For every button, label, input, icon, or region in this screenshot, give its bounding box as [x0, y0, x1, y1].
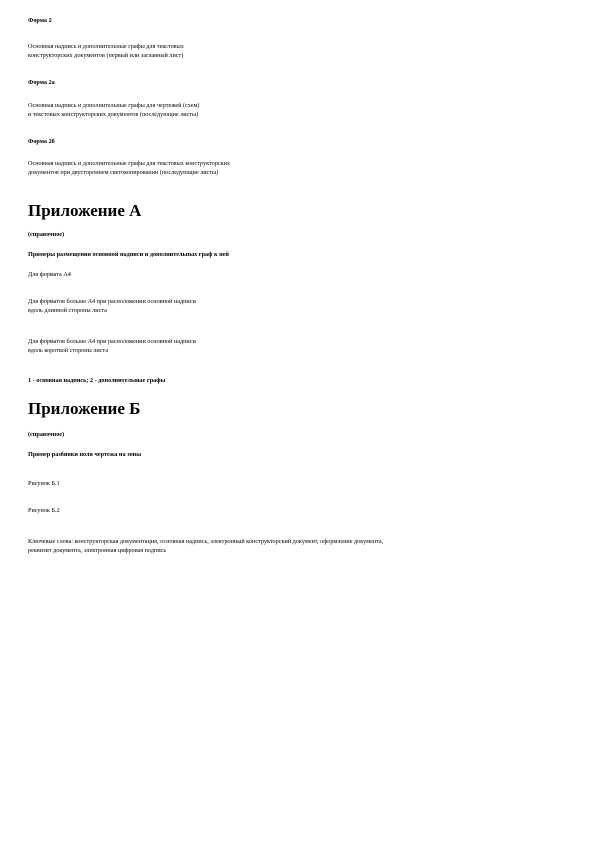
appendix-a-item-a4: Для формата А4 [28, 271, 71, 278]
appendix-b-subtitle: Пример разбивки поля чертежа на зоны [28, 451, 142, 458]
figure-b2-caption: Рисунок Б.2 [28, 507, 60, 514]
keywords-line-1: Ключевые слова: конструкторская документация, основная надпись, электронный конструкторский документ, оформление документа, [28, 538, 384, 545]
form-2-desc-line-1: Основная надпись и дополнительные графы для текстовых [28, 43, 184, 50]
appendix-a-subtitle: Примеры размещения основной надписи и дополнительных граф к ней [28, 251, 229, 258]
form-2a-desc-line-1: Основная надпись и дополнительные графы для чертежей (схем) [28, 102, 200, 109]
appendix-a-item-short-line-2: вдоль короткой стороны листа [28, 347, 108, 354]
form-2-label: Форма 2 [28, 17, 52, 24]
appendix-a-legend: 1 - основная надпись; 2 - дополнительные графы [28, 377, 166, 384]
form-2a-label: Форма 2а [28, 79, 55, 86]
appendix-a-heading: Приложение А [28, 201, 142, 220]
figure-b1-caption: Рисунок Б.1 [28, 480, 60, 487]
appendix-a-note: (справочное) [28, 231, 65, 238]
form-2b-label: Форма 2б [28, 138, 55, 145]
form-2-desc-line-2: конструкторских документов (первый или заглавный лист) [28, 52, 184, 59]
form-2a-desc-line-2: и текстовых конструкторских документов (последующие листы) [28, 111, 199, 118]
form-2b-desc-line-2: документов при двустороннем светокопировании (последующие листы) [28, 169, 219, 176]
appendix-a-item-long-line-2: вдоль длинной стороны листа [28, 307, 107, 314]
keywords-line-2: реквизит документа, электронная цифровая подпись [28, 547, 167, 554]
appendix-b-note: (справочное) [28, 431, 65, 438]
appendix-a-item-long-line-1: Для форматов больше А4 при расположении основной надписи [28, 298, 196, 305]
appendix-a-item-short-line-1: Для форматов больше А4 при расположении основной надписи [28, 338, 196, 345]
appendix-b-heading: Приложение Б [28, 399, 141, 418]
form-2b-desc-line-1: Основная надпись и дополнительные графы для текстовых конструкторских [28, 160, 231, 167]
